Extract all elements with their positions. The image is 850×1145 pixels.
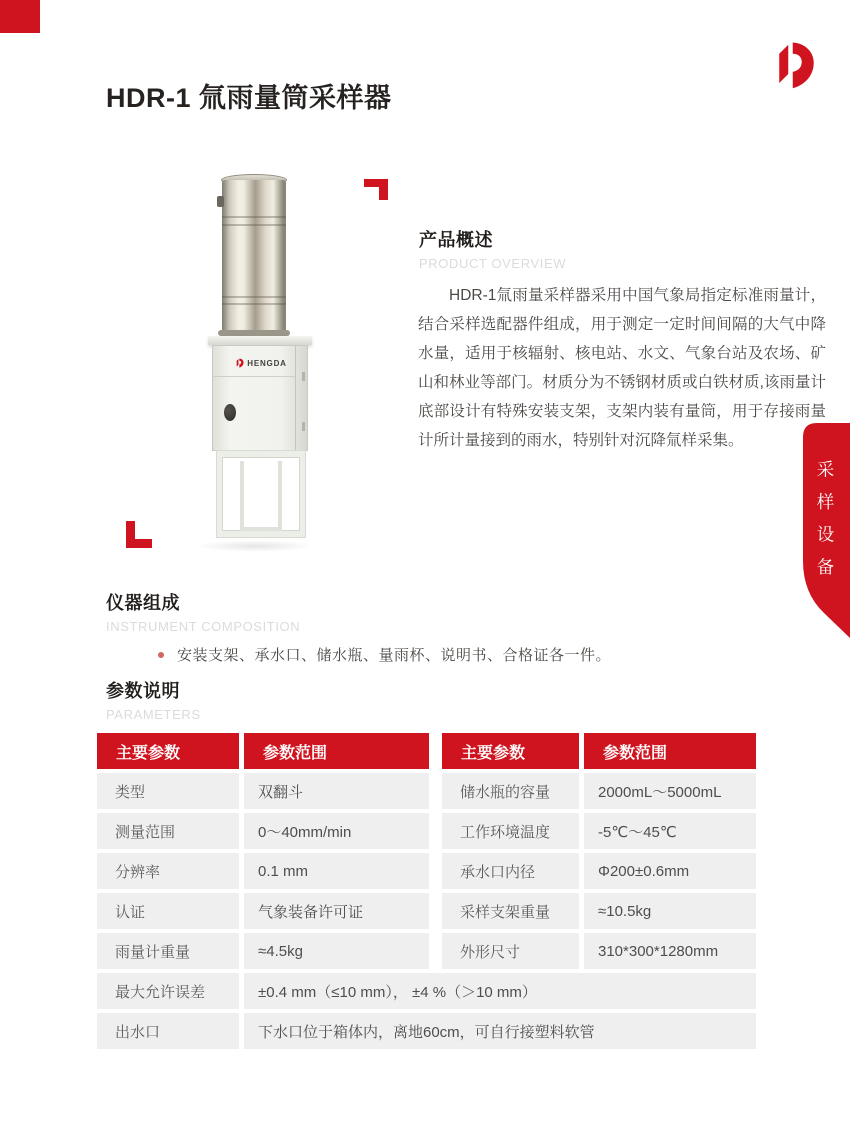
table-row-value-span: ±0.4 mm（≤10 mm）， ±4 %（＞10 mm） [244,973,756,1009]
rain-gauge-cylinder [222,180,286,332]
composition-section-heading [106,589,300,634]
table-row-value: -5℃～45℃ [584,813,756,849]
table-row-label: 测量范围 [97,813,239,849]
device-shadow [195,540,315,552]
table-row-value: ≈10.5kg [584,893,756,929]
table-row-label: 雨量计重量 [97,933,239,969]
composition-list-item [158,644,611,665]
corner-red-square [0,0,40,33]
table-row-value: ≈4.5kg [244,933,429,969]
overview-heading-cn: 产品概述 [419,230,493,250]
table-row-label: 最大允许误差 [97,973,239,1009]
parameters-heading-cn: 参数说明 [106,681,180,701]
table-row-value: 2000mL～5000mL [584,773,756,809]
table-row-value: 双翻斗 [244,773,429,809]
support-stand [217,451,305,537]
hengda-hexagon-logo-icon [771,41,816,89]
table-header-cell: 参数范围 [244,733,429,769]
category-side-tab-label: 采样设备 [815,460,835,590]
cabinet-brand-text: HENGDA [247,358,287,368]
table-row-value: Φ200±0.6mm [584,853,756,889]
cabinet-top-plate [208,336,312,345]
overview-heading-en: PRODUCT OVERVIEW [419,256,567,271]
table-row-label: 认证 [97,893,239,929]
composition-heading-cn: 仪器组成 [106,593,180,613]
table-row-value: 气象装备许可证 [244,893,429,929]
table-row-value-span: 下水口位于箱体内，离地60cm，可自行接塑料软管 [244,1013,756,1049]
cabinet-handle [224,404,236,421]
table-row-label: 出水口 [97,1013,239,1049]
overview-paragraph: HDR-1氚雨量采样器采用中国气象局指定标准雨量计，结合采样选配器件组成，用于测定一定时间间隔的大气中降水量，适用于核辐射、核电站、水文、气象台站及农场、矿山和林业等部门。材质分为不锈钢材质或白铁材质,该雨量计底部设计有特殊安装支架，支架内装有量筒，用于存接雨量计所计量接到的雨水，特别针对沉降氚样采集。 [418,287,826,449]
overview-section-heading [419,226,566,271]
parameters-heading-en: PARAMETERS [106,707,201,722]
corner-bracket-bottom-left [126,521,152,548]
bullet-dot-icon [158,652,164,658]
cabinet [212,345,308,451]
corner-bracket-top-right [364,179,388,200]
composition-heading-en: INSTRUMENT COMPOSITION [106,619,301,634]
table-row-label: 储水瓶的容量 [442,773,579,809]
spec-table [97,733,756,1049]
product-photo [145,150,360,555]
composition-item-text: 安装支架、承水口、储水瓶、量雨杯、说明书、合格证各一件。 [177,647,612,664]
table-row-label: 工作环境温度 [442,813,579,849]
cylinder-clamp [217,196,224,207]
table-row-label: 采样支架重量 [442,893,579,929]
table-row-value: 0.1 mm [244,853,429,889]
parameters-section-heading [106,677,201,722]
table-row-label: 外形尺寸 [442,933,579,969]
table-row-value: 310*300*1280mm [584,933,756,969]
cabinet-hinge [302,422,305,431]
cabinet-hinge [302,372,305,381]
table-row-label: 分辨率 [97,853,239,889]
table-row-label: 类型 [97,773,239,809]
table-row-label: 承水口内径 [442,853,579,889]
table-header-cell: 主要参数 [442,733,579,769]
table-header-cell: 参数范围 [584,733,756,769]
cabinet-brand-icon [235,358,244,368]
table-row-value: 0～40mm/min [244,813,429,849]
table-header-cell: 主要参数 [97,733,239,769]
page-title: HDR-1 氚雨量筒采样器 [106,83,392,113]
